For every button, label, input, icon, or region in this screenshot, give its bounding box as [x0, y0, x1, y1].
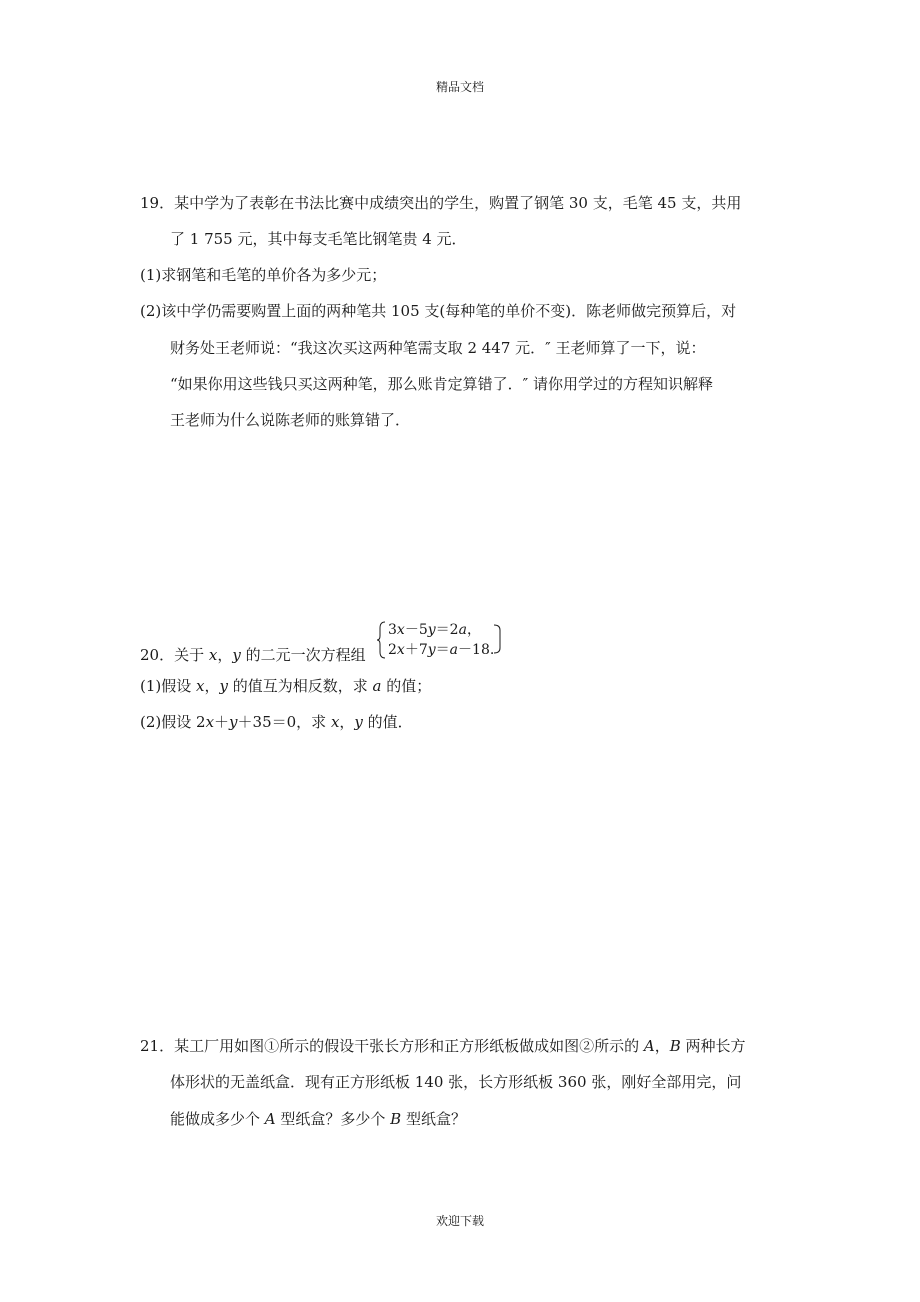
eq2-coef-y: ＋7	[404, 642, 428, 658]
eq2-coef-x: 2	[388, 642, 397, 658]
eq1-comma: ，	[466, 622, 481, 638]
box-b-label: B	[390, 1110, 402, 1128]
q19-part2-line3: “如果你用这些钱只买这两种笔，那么账肯定算错了．″ 请你用学过的方程知识解释	[170, 375, 714, 393]
page-footer: 欢迎下载	[435, 1214, 484, 1228]
box-a-label: A	[643, 1037, 655, 1055]
q20-part1	[140, 677, 431, 695]
q19-line1: 19．某中学为了表彰在书法比赛中成绩突出的学生，购置了钢笔 30 支，毛笔 45 支，共用	[140, 194, 742, 212]
q19-line2: 了 1 755 元，其中每支毛笔比钢笔贵 4 元．	[170, 230, 467, 248]
eq2-equals: ＝	[435, 642, 450, 658]
q21-line1	[140, 1037, 746, 1055]
var-y: y	[229, 713, 238, 731]
q20-prefix: 20．关于	[140, 646, 209, 664]
eq1-var-a: a	[458, 622, 467, 638]
text: 的值；	[381, 677, 432, 695]
eq1-equals: ＝2	[435, 622, 459, 638]
text: 型纸盒？多少个	[275, 1110, 391, 1128]
eq1-var-y: y	[427, 622, 436, 638]
eq2-var-x: x	[396, 642, 405, 658]
equation-1	[388, 622, 481, 638]
q19-part2-line1: (2)该中学仍需要购置上面的两种笔共 105 支(每种笔的单价不变)．陈老师做完预算后，对	[140, 302, 737, 320]
eq2-const: －18.	[458, 642, 495, 658]
q19-part2-line2: 财务处王老师说：“我这次买这两种笔需支取 2 447 元．″ 王老师算了一下，说：	[170, 339, 706, 357]
text: (1)假设	[140, 677, 197, 695]
text: 型纸盒？	[401, 1110, 466, 1128]
var-y: y	[232, 646, 241, 664]
text: 两种长方	[680, 1037, 746, 1055]
text: 21．某工厂用如图①所示的假设干张长方形和正方形纸板做成如图②所示的	[140, 1037, 644, 1055]
var-x: x	[330, 713, 340, 731]
q21-line3	[170, 1110, 466, 1128]
text: 的值互为相反数，求	[228, 677, 373, 695]
text: ，	[339, 713, 355, 731]
var-a: a	[372, 677, 382, 695]
equation-2	[388, 642, 494, 658]
var-y: y	[219, 677, 228, 695]
eq1-coef-x: 3	[388, 622, 397, 638]
q21-line2: 体形状的无盖纸盒．现有正方形纸板 140 张，长方形纸板 360 张，刚好全部用完，问	[170, 1073, 742, 1091]
q20-mid: 的二元一次方程组	[240, 646, 366, 664]
q19-part1: (1)求钢笔和毛笔的单价各为多少元；	[140, 266, 387, 284]
q19-part2-line4: 王老师为什么说陈老师的账算错了．	[170, 411, 411, 429]
equation-system	[376, 620, 504, 660]
var-x: x	[208, 646, 218, 664]
box-b-label: B	[669, 1037, 681, 1055]
box-a-label: A	[264, 1110, 276, 1128]
var-x: x	[205, 713, 215, 731]
q20-stem	[140, 646, 366, 664]
q20-part2	[140, 713, 413, 731]
right-paren-icon	[492, 624, 502, 654]
text: ，	[204, 677, 220, 695]
text: ，	[654, 1037, 670, 1055]
text: 能做成多少个	[170, 1110, 265, 1128]
q20-sep: ，	[217, 646, 233, 664]
eq2-var-a: a	[449, 642, 459, 658]
eq1-coef-y: －5	[404, 622, 428, 638]
var-y: y	[354, 713, 363, 731]
text: ＋35＝0，求	[237, 713, 331, 731]
eq2-var-y: y	[427, 642, 436, 658]
text: ＋	[214, 713, 230, 731]
text: (2)假设 2	[140, 713, 206, 731]
left-brace-icon	[376, 620, 386, 660]
page-header: 精品文档	[435, 80, 484, 94]
text: 的值．	[362, 713, 413, 731]
var-x: x	[196, 677, 205, 695]
eq1-var-x: x	[396, 622, 405, 638]
